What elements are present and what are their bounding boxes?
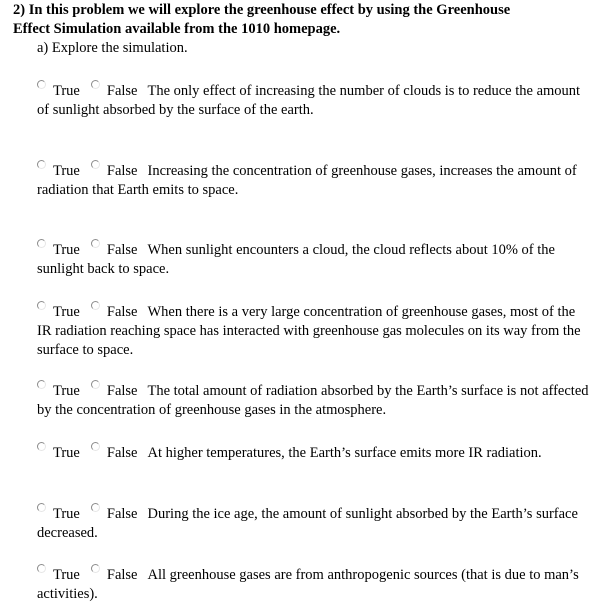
true-radio[interactable]: [37, 503, 46, 512]
question-statement: At higher temperatures, the Earth’s surface emits more IR radiation.: [147, 445, 542, 461]
question-2: [37, 162, 593, 200]
false-label[interactable]: False: [106, 304, 138, 320]
false-option[interactable]: [91, 303, 138, 322]
false-radio[interactable]: [91, 239, 100, 248]
false-label[interactable]: False: [106, 567, 138, 583]
question-statement: When sunlight encounters a cloud, the cloud reflects about 10% of the sunlight back to space.: [37, 242, 555, 277]
question-statement: The only effect of increasing the number of clouds is to reduce the amount of sunlight absorbed by the surface of the earth.: [37, 83, 581, 118]
true-option[interactable]: [37, 162, 80, 181]
problem-header-line-2: Effect Simulation available from the 1010 homepage.: [13, 21, 341, 37]
question-5: [37, 382, 593, 420]
question-6: [37, 444, 593, 463]
true-label[interactable]: True: [53, 506, 80, 522]
question-7: [37, 505, 593, 543]
true-label[interactable]: True: [53, 163, 80, 179]
true-label[interactable]: True: [53, 304, 80, 320]
false-radio[interactable]: [91, 80, 100, 89]
true-option[interactable]: [37, 505, 80, 524]
true-option[interactable]: [37, 82, 80, 101]
false-option[interactable]: [91, 444, 138, 463]
true-radio[interactable]: [37, 380, 46, 389]
true-radio[interactable]: [37, 301, 46, 310]
false-label[interactable]: False: [106, 83, 138, 99]
true-label[interactable]: True: [53, 383, 80, 399]
false-radio[interactable]: [91, 160, 100, 169]
question-3: [37, 241, 593, 279]
false-label[interactable]: False: [106, 383, 138, 399]
question-statement: All greenhouse gases are from anthropogenic sources (that is due to man’s activities).: [37, 567, 579, 602]
question-statement: Increasing the concentration of greenhouse gases, increases the amount of radiation that Earth emits to space.: [37, 163, 577, 198]
true-option[interactable]: [37, 444, 80, 463]
true-radio[interactable]: [37, 160, 46, 169]
true-radio[interactable]: [37, 442, 46, 451]
true-option[interactable]: [37, 241, 80, 260]
question-statement: When there is a very large concentration of greenhouse gases, most of the IR radiation reaching space has interacted with greenhouse gas molecules on its way from the surface to space.: [37, 304, 581, 358]
question-4: [37, 303, 593, 360]
false-radio[interactable]: [91, 380, 100, 389]
false-label[interactable]: False: [106, 445, 138, 461]
false-radio[interactable]: [91, 564, 100, 573]
false-option[interactable]: [91, 382, 138, 401]
true-label[interactable]: True: [53, 567, 80, 583]
true-option[interactable]: [37, 303, 80, 322]
false-option[interactable]: [91, 505, 138, 524]
false-option[interactable]: [91, 241, 138, 260]
question-8: [37, 566, 593, 604]
true-radio[interactable]: [37, 80, 46, 89]
subpart-label: a) Explore the simulation.: [37, 40, 188, 56]
false-radio[interactable]: [91, 442, 100, 451]
question-statement: The total amount of radiation absorbed by the Earth’s surface is not affected by the concentration of greenhouse gases in the atmosphere.: [37, 383, 589, 418]
true-radio[interactable]: [37, 564, 46, 573]
problem-header-line-1: 2) In this problem we will explore the greenhouse effect by using the Greenhouse: [13, 2, 511, 18]
false-label[interactable]: False: [106, 242, 138, 258]
false-option[interactable]: [91, 566, 138, 585]
false-option[interactable]: [91, 82, 138, 101]
true-option[interactable]: [37, 382, 80, 401]
true-label[interactable]: True: [53, 83, 80, 99]
true-label[interactable]: True: [53, 445, 80, 461]
false-label[interactable]: False: [106, 506, 138, 522]
question-statement: During the ice age, the amount of sunlight absorbed by the Earth’s surface decreased.: [37, 506, 578, 541]
false-radio[interactable]: [91, 503, 100, 512]
false-label[interactable]: False: [106, 163, 138, 179]
false-radio[interactable]: [91, 301, 100, 310]
problem-header: [13, 1, 603, 39]
true-label[interactable]: True: [53, 242, 80, 258]
question-1: [37, 82, 593, 120]
false-option[interactable]: [91, 162, 138, 181]
true-option[interactable]: [37, 566, 80, 585]
true-radio[interactable]: [37, 239, 46, 248]
